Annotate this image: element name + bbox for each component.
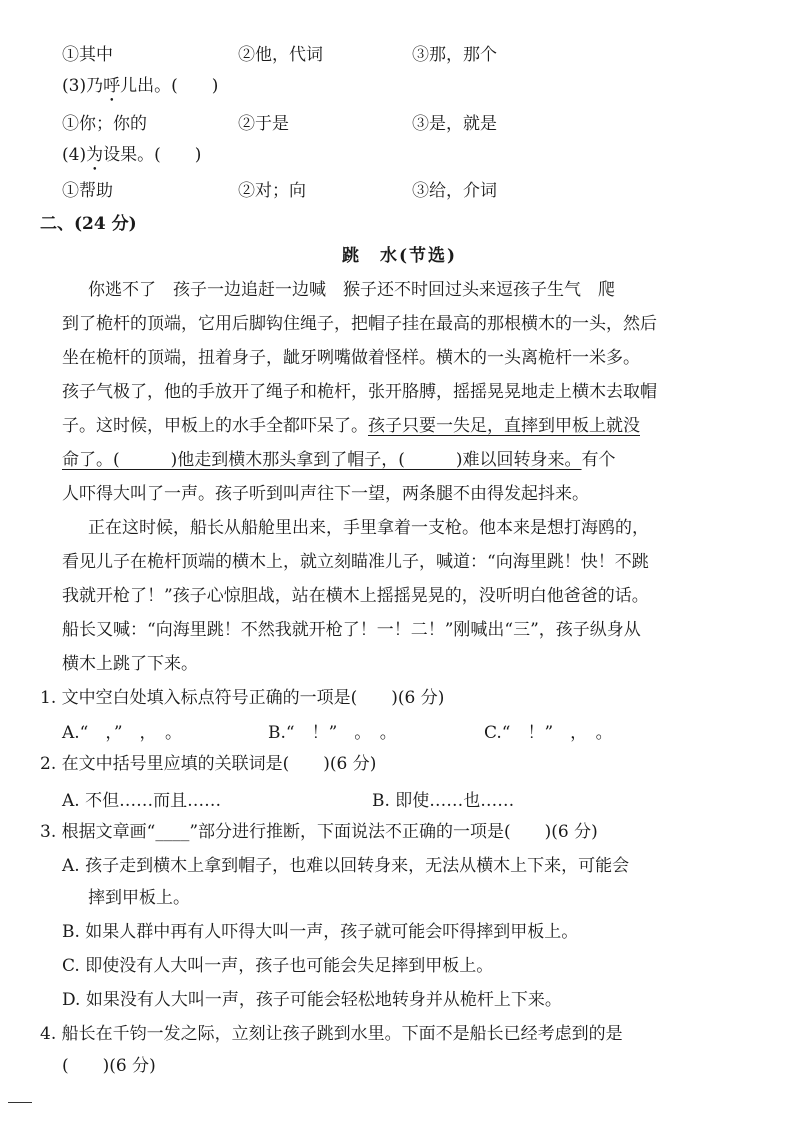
question-3-option-c: C. 即使没有人大叫一声，孩子也可能会失足摔到甲板上。	[62, 956, 494, 976]
p1-line5-plain: 子。这时候，甲板上的水手全都吓呆了。	[62, 416, 368, 436]
p2-line4: 船长又喊：“向海里跳！不然我就开枪了！一！二！”刚喊出“三”，孩子纵身从	[62, 620, 641, 640]
option-b2: ②于是	[238, 114, 289, 134]
item3-suffix: 儿出。( )	[120, 76, 219, 96]
question-1-option-b: B.“ ！” 。 。	[268, 723, 397, 743]
page-edge-mark	[8, 1102, 32, 1103]
p2-line5: 横木上跳了下来。	[62, 654, 198, 674]
item3-line	[62, 74, 218, 106]
section-heading: 二、(24 分)	[40, 214, 137, 234]
question-3-option-b: B. 如果人群中再有人吓得大叫一声，孩子就可能会吓得摔到甲板上。	[62, 922, 579, 942]
question-4-line1: 4. 船长在千钧一发之际，立刻让孩子跳到水里。下面不是船长已经考虑到的是	[40, 1024, 623, 1044]
question-2: 2. 在文中括号里应填的关联词是( )(6 分)	[40, 754, 377, 774]
item4-line	[62, 143, 201, 175]
question-2-option-a: A. 不但……而且……	[62, 791, 222, 811]
p2-line3: 我就开枪了！”孩子心惊胆战，站在横木上摇摇晃晃的，没听明白他爸爸的话。	[62, 586, 649, 606]
p1-line5-underlined: 孩子只要一失足，直摔到甲板上就没	[368, 416, 640, 436]
option-c3: ③给，介词	[412, 181, 497, 201]
p1-line1: 你逃不了 孩子一边追赶一边喊 猴子还不时回过头来逗孩子生气 爬	[88, 280, 615, 300]
p1-line2: 到了桅杆的顶端，它用后脚钩住绳子，把帽子挂在最高的那根横木的一头，然后	[62, 314, 657, 334]
p1-line6-underlined: 命了。( )他走到横木那头拿到了帽子，( )	[62, 450, 463, 470]
question-3: 3. 根据文章画“____”部分进行推断，下面说法不正确的一项是( )(6 分)	[40, 822, 598, 842]
item4-prefix: (4)	[62, 145, 87, 165]
p1-line7: 人吓得大叫了一声。孩子听到叫声往下一望，两条腿不由得发起抖来。	[62, 484, 589, 504]
p1-line3: 坐在桅杆的顶端，扭着身子，龇牙咧嘴做着怪样。横木的一头离桅杆一米多。	[62, 348, 640, 368]
p1-line5	[62, 414, 640, 438]
p1-line6-underlined-end: 难以回转身来。	[462, 450, 582, 470]
option-b3: ③是，就是	[412, 114, 497, 134]
question-1: 1. 文中空白处填入标点符号正确的一项是( )(6 分)	[40, 688, 445, 708]
p2-line1: 正在这时候，船长从船舱里出来，手里拿着一支枪。他本来是想打海鸥的，	[88, 518, 649, 538]
item3-dotted-char: 呼	[103, 76, 121, 96]
option-c1: ①帮助	[62, 181, 113, 201]
p2-line2: 看见儿子在桅杆顶端的横木上，就立刻瞄准儿子，喊道：“向海里跳！快！不跳	[62, 552, 649, 572]
option-b1: ①你；你的	[62, 114, 147, 134]
item4-dotted-char: 为	[86, 145, 104, 165]
p1-line4: 孩子气极了，他的手放开了绳子和桅杆，张开胳膊，摇摇晃晃地走上横木去取帽	[62, 382, 657, 402]
option-a2: ②他，代词	[238, 45, 323, 65]
question-3-option-d: D. 如果没有人大叫一声，孩子可能会轻松地转身并从桅杆上下来。	[62, 990, 562, 1010]
item4-suffix: 设果。( )	[103, 145, 202, 165]
question-4-line2: ( )(6 分)	[62, 1056, 156, 1076]
question-1-option-c: C.“ ！” ， 。	[484, 723, 613, 743]
option-a1: ①其中	[62, 45, 113, 65]
p1-line6-tail: 有个	[581, 450, 616, 470]
option-a3: ③那，那个	[412, 45, 497, 65]
question-3-option-a-line1: A. 孩子走到横木上拿到帽子，也难以回转身来，无法从横木上下来，可能会	[62, 856, 630, 876]
passage-title: 跳 水(节选)	[342, 246, 458, 266]
item3-prefix: (3)乃	[62, 76, 104, 96]
question-1-option-a: A.“ ，” ， 。	[62, 723, 183, 743]
option-c2: ②对；向	[238, 181, 306, 201]
question-2-option-b: B. 即使……也……	[372, 791, 515, 811]
question-3-option-a-line2: 摔到甲板上。	[88, 888, 190, 908]
p1-line6	[62, 448, 616, 472]
